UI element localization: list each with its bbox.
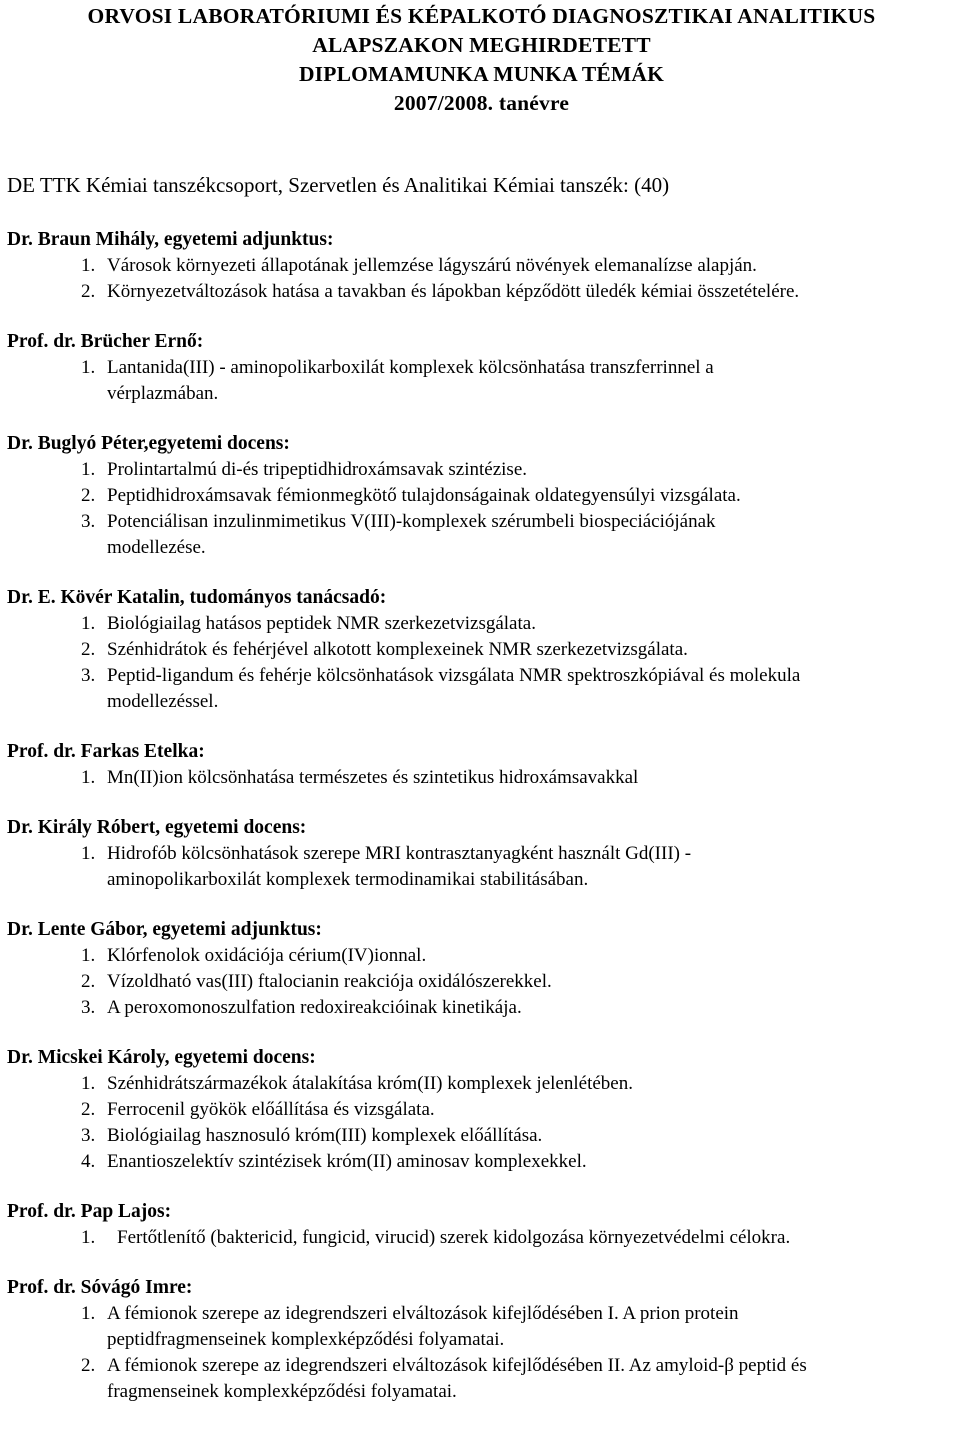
topic-number: 1.	[81, 843, 96, 864]
topic-text: Peptid-ligandum és fehérje kölcsönhatások vizsgálata NMR spektroszkópiával és molekula	[107, 665, 801, 686]
topic-item	[7, 995, 956, 1021]
supervisor-name: Prof. dr. Farkas Etelka:	[7, 741, 205, 762]
topic-text: modellezése.	[107, 537, 206, 558]
topic-item	[7, 253, 956, 279]
supervisor-section	[7, 431, 956, 561]
topic-text: modellezéssel.	[107, 691, 219, 712]
department-heading: DE TTK Kémiai tanszékcsoport, Szervetlen és Analitikai Kémiai tanszék: (40)	[7, 173, 670, 197]
topic-number: 3.	[81, 511, 96, 532]
topic-item	[7, 1353, 956, 1405]
topic-text: Enantioszelektív szintézisek króm(II) aminosav komplexekkel.	[107, 1151, 587, 1172]
topic-text: Biológiailag hatásos peptidek NMR szerkezetvizsgálata.	[107, 613, 536, 634]
topic-text: Ferrocenil gyökök előállítása és vizsgálata.	[107, 1099, 435, 1120]
topic-item	[7, 1225, 956, 1251]
topic-number: 1.	[81, 767, 96, 788]
topic-item	[7, 611, 956, 637]
topic-number: 2.	[81, 639, 96, 660]
topic-text: Peptidhidroxámsavak fémionmegkötő tulajdonságainak oldategyensúlyi vizsgálata.	[107, 485, 741, 506]
topic-text: Biológiailag hasznosuló króm(III) komplexek előállítása.	[107, 1125, 543, 1146]
supervisor-section	[7, 739, 956, 791]
topic-text: vérplazmában.	[107, 383, 219, 404]
header-line: ALAPSZAKON MEGHIRDETETT	[312, 33, 651, 57]
supervisor-sections	[7, 227, 956, 1429]
supervisor-section	[7, 1275, 956, 1405]
supervisor-name: Prof. dr. Brücher Ernő:	[7, 331, 204, 352]
topic-text: Vízoldható vas(III) ftalocianin reakciója oxidálószerekkel.	[107, 971, 552, 992]
supervisor-name: Prof. dr. Sóvágó Imre:	[7, 1277, 193, 1298]
topic-text: peptidfragmenseinek komplexképződési folyamatai.	[107, 1329, 505, 1350]
topic-item	[7, 1097, 956, 1123]
topic-text: Mn(II)ion kölcsönhatása természetes és szintetikus hidroxámsavakkal	[107, 767, 639, 788]
supervisor-name: Dr. Király Róbert, egyetemi docens:	[7, 817, 307, 838]
topic-text: Potenciálisan inzulinmimetikus V(III)-komplexek szérumbeli biospeciációjának	[107, 511, 716, 532]
topic-number: 2.	[81, 1099, 96, 1120]
topic-text: A fémionok szerepe az idegrendszeri elváltozások kifejlődésében II. Az amyloid-β peptid és	[107, 1355, 807, 1376]
topic-text: Prolintartalmú di-és tripeptidhidroxámsavak szintézise.	[107, 459, 528, 480]
topic-number: 1.	[81, 459, 96, 480]
topic-item	[7, 969, 956, 995]
supervisor-section	[7, 227, 956, 305]
topic-number: 1.	[81, 255, 96, 276]
supervisor-section	[7, 1045, 956, 1175]
header-line: ORVOSI LABORATÓRIUMI ÉS KÉPALKOTÓ DIAGNOSZTIKAI ANALITIKUS	[87, 4, 876, 28]
supervisor-name: Dr. Buglyó Péter,egyetemi docens:	[7, 433, 290, 454]
topic-item	[7, 355, 956, 407]
supervisor-section	[7, 1199, 956, 1251]
topic-text: fragmenseinek komplexképződési folyamatai.	[107, 1381, 457, 1402]
topic-item	[7, 663, 956, 715]
supervisor-name: Dr. Micskei Károly, egyetemi docens:	[7, 1047, 316, 1068]
topic-text: Környezetváltozások hatása a tavakban és lápokban képződött üledék kémiai összetételére.	[107, 281, 800, 302]
topic-text: Lantanida(III) - aminopolikarboxilát komplexek kölcsönhatása transzferrinnel a	[107, 357, 714, 378]
supervisor-name: Dr. E. Kövér Katalin, tudományos tanácsadó:	[7, 587, 387, 608]
topic-item	[7, 943, 956, 969]
topic-number: 1.	[81, 1303, 96, 1324]
topic-number: 2.	[81, 971, 96, 992]
topic-item	[7, 1123, 956, 1149]
topic-number: 2.	[81, 1355, 96, 1376]
topic-number: 2.	[81, 485, 96, 506]
topic-item	[7, 1071, 956, 1097]
supervisor-section	[7, 585, 956, 715]
supervisor-section	[7, 917, 956, 1021]
topic-number: 3.	[81, 1125, 96, 1146]
topic-item	[7, 509, 956, 561]
supervisor-section	[7, 815, 956, 893]
topic-text: Szénhidrátok és fehérjével alkotott komplexeinek NMR szerkezetvizsgálata.	[107, 639, 688, 660]
topic-number: 1.	[81, 613, 96, 634]
topic-number: 3.	[81, 665, 96, 686]
topic-item	[7, 483, 956, 509]
topic-number: 2.	[81, 281, 96, 302]
header-line: 2007/2008. tanévre	[393, 91, 570, 115]
topic-text: A peroxomonoszulfation redoxireakcióinak kinetikája.	[107, 997, 522, 1018]
topic-number: 4.	[81, 1151, 96, 1172]
topic-item	[7, 279, 956, 305]
topic-text: Fertőtlenítő (baktericid, fungicid, virucid) szerek kidolgozása környezetvédelmi célokra.	[117, 1227, 791, 1248]
topic-number: 3.	[81, 997, 96, 1018]
topic-item	[7, 841, 956, 893]
topic-text: Klórfenolok oxidációja cérium(IV)ionnal.	[107, 945, 427, 966]
supervisor-name: Dr. Lente Gábor, egyetemi adjunktus:	[7, 919, 322, 940]
topic-text: Városok környezeti állapotának jellemzése lágyszárú növények elemanalízse alapján.	[107, 255, 757, 276]
topic-number: 1.	[81, 1073, 96, 1094]
supervisor-section	[7, 329, 956, 407]
topic-number: 1.	[81, 1227, 96, 1248]
topic-text: aminopolikarboxilát komplexek termodinamikai stabilitásában.	[107, 869, 589, 890]
supervisor-name: Dr. Braun Mihály, egyetemi adjunktus:	[7, 229, 334, 250]
topic-item	[7, 1301, 956, 1353]
topic-text: Szénhidrátszármazékok átalakítása króm(II) komplexek jelenlétében.	[107, 1073, 633, 1094]
topic-text: Hidrofób kölcsönhatások szerepe MRI kontrasztanyagként használt Gd(III) -	[107, 843, 692, 864]
topic-item	[7, 637, 956, 663]
document-header	[7, 2, 956, 118]
topic-item	[7, 765, 956, 791]
topic-number: 1.	[81, 357, 96, 378]
supervisor-name: Prof. dr. Pap Lajos:	[7, 1201, 172, 1222]
header-line: DIPLOMAMUNKA MUNKA TÉMÁK	[298, 62, 665, 86]
topic-item	[7, 457, 956, 483]
topic-item	[7, 1149, 956, 1175]
topic-number: 1.	[81, 945, 96, 966]
topic-text: A fémionok szerepe az idegrendszeri elváltozások kifejlődésében I. A prion protein	[107, 1303, 739, 1324]
